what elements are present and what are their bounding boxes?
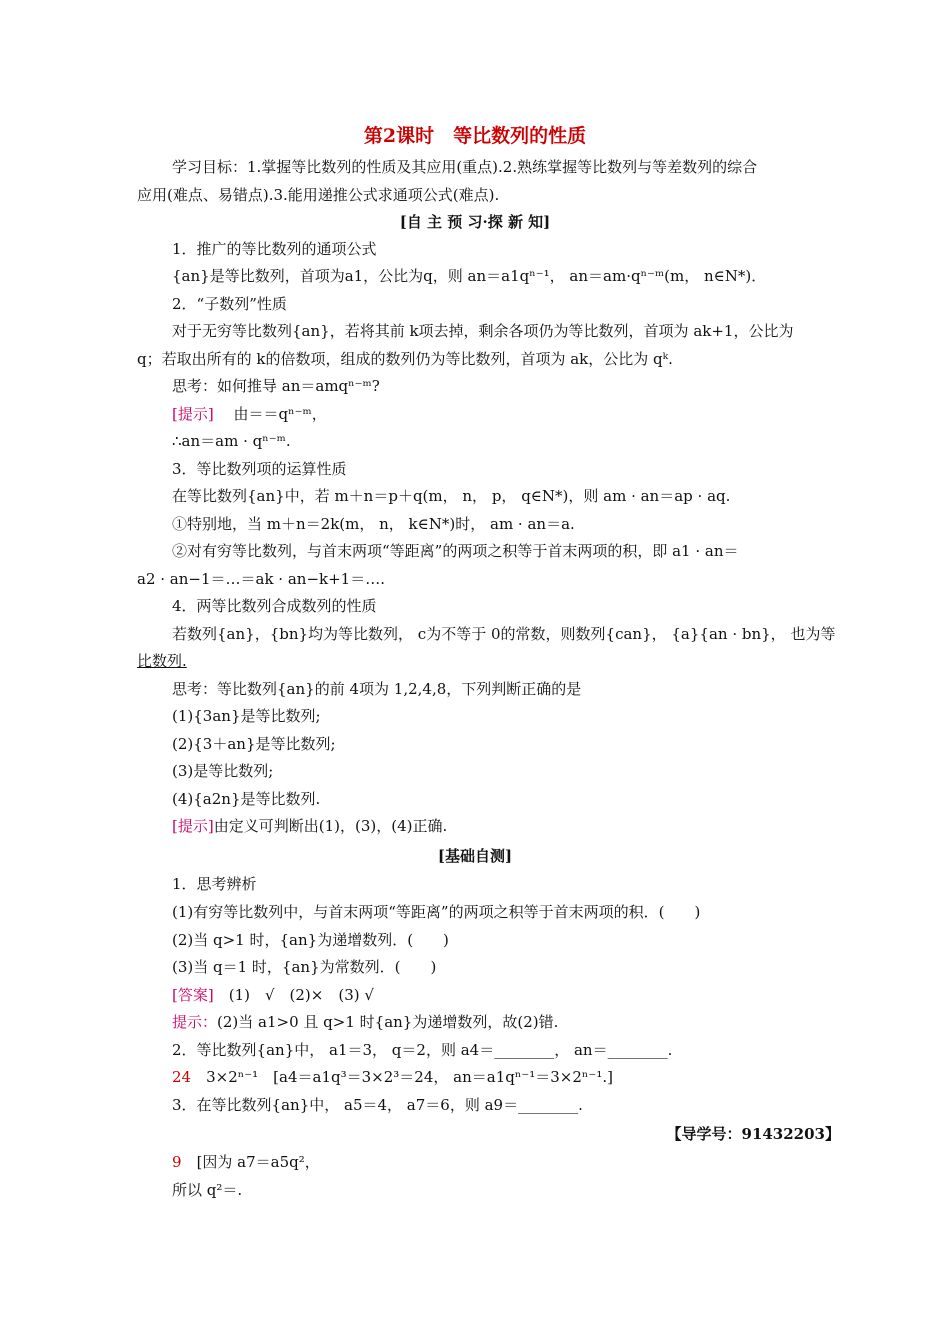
hint-2 (172, 816, 447, 836)
paragraph-1: {an}是等比数列，首项为a1，公比为q，则 an＝a1qⁿ⁻¹， an＝am·qⁿ⁻ᵐ(m， n∈N*)． (172, 267, 767, 285)
hint-1 (172, 404, 327, 424)
option-3: (3)是等比数列; (172, 762, 274, 780)
option-4: (4){a2n}是等比数列. (172, 790, 321, 808)
paragraph-3: 在等比数列{an}中，若 m＋n＝p＋q(m， n， p， q∈N*)，则 am · an＝ap · aq. (172, 487, 731, 505)
think-question-2: 思考：等比数列{an}的前 4项为 1,2,4,8，下列判断正确的是 (172, 680, 582, 698)
question-1a: (1)有穷等比数列中，与首末两项“等距离”的两项之积等于首末两项的积．( ) (172, 903, 701, 921)
guide-number: 【导学号：91432203】 (666, 1125, 840, 1143)
hint-text: 由＝＝qⁿ⁻ᵐ， (233, 405, 327, 423)
answer-3b: 所以 q²＝. (172, 1181, 243, 1199)
paragraph-2a: 对于无穷等比数列{an}，若将其前 k项去掉，剩余各项仍为等比数列，首项为 ak+1，公比为 (172, 322, 794, 340)
heading-2: 2．“子数列”性质 (172, 295, 287, 313)
answer-2 (172, 1067, 613, 1087)
paragraph-2b: q；若取出所有的 k的倍数项，组成的数列仍为等比数列，首项为 ak，公比为 qᵏ. (137, 350, 673, 368)
answer-1-text: (1) √ (2)× (3) √ (228, 986, 374, 1004)
question-1b: (2)当 q>1 时，{an}为递增数列．( ) (172, 931, 449, 949)
question-1: 1．思考辨析 (172, 875, 257, 893)
question-1c: (3)当 q＝1 时，{an}为常数列．( ) (172, 958, 437, 976)
page-title: 第2课时 等比数列的性质 (363, 125, 587, 147)
answer-2-text: 3×2ⁿ⁻¹ [a4＝a1q³＝3×2³＝24， an＝a1qⁿ⁻¹＝3×2ⁿ⁻¹.] (206, 1068, 613, 1086)
tip-1-text: (2)当 a1>0 且 q>1 时{an}为递增数列，故(2)错. (217, 1013, 559, 1031)
paragraph-4a: 若数列{an}，{bn}均为等比数列， c为不等于 0的常数，则数列{can}， {a}{an · bn}， 也为等 (172, 625, 836, 643)
learning-goals-line1: 学习目标：1.掌握等比数列的性质及其应用(重点).2.熟练掌握等比数列与等差数列的综合 (172, 158, 758, 176)
paragraph-3d: a2 · an−1＝…＝ak · an−k+1＝…. (137, 570, 385, 588)
answer-1 (172, 985, 374, 1005)
paragraph-3b: ①特别地，当 m＋n＝2k(m， n， k∈N*)时， am · an＝a. (172, 515, 575, 533)
paragraph-3c: ②对有穷等比数列，与首末两项“等距离”的两项之积等于首末两项的积，即 a1 · an＝ (172, 542, 739, 560)
heading-3: 3．等比数列项的运算性质 (172, 460, 347, 478)
answer-3 (172, 1152, 320, 1172)
question-3: 3．在等比数列{an}中， a5＝4， a7＝6，则 a9＝________. (172, 1096, 583, 1114)
heading-4: 4．两等比数列合成数列的性质 (172, 597, 377, 615)
answer-label: [答案] (172, 986, 214, 1004)
hint-2-text: 由定义可判断出(1)，(3)，(4)正确. (213, 817, 448, 835)
heading-1: 1．推广的等比数列的通项公式 (172, 240, 377, 258)
hint-1b: ∴an＝am · qⁿ⁻ᵐ. (172, 432, 291, 450)
hint-label-2: [提示] (172, 817, 214, 835)
answer-3-text: [因为 a7＝a5q²， (196, 1153, 320, 1171)
question-2: 2．等比数列{an}中， a1＝3， q＝2，则 a4＝________， an＝________. (172, 1041, 673, 1059)
section-heading-selftest: [基础自测] (437, 847, 513, 865)
learning-goals-line2: 应用(难点、易错点).3.能用递推公式求通项公式(难点). (137, 186, 500, 204)
option-1: (1){3an}是等比数列; (172, 707, 321, 725)
think-question-1: 思考：如何推导 an＝amqⁿ⁻ᵐ? (172, 377, 380, 395)
answer-2-number: 24 (172, 1068, 192, 1086)
section-heading-preview: [自 主 预 习·探 新 知] (399, 213, 551, 231)
option-2: (2){3＋an}是等比数列; (172, 735, 336, 753)
tip-1 (172, 1012, 558, 1032)
answer-3-number: 9 (172, 1153, 182, 1171)
paragraph-4b: 比数列. (137, 652, 187, 670)
hint-label: [提示] (172, 405, 214, 423)
tip-label: 提示： (172, 1013, 218, 1031)
